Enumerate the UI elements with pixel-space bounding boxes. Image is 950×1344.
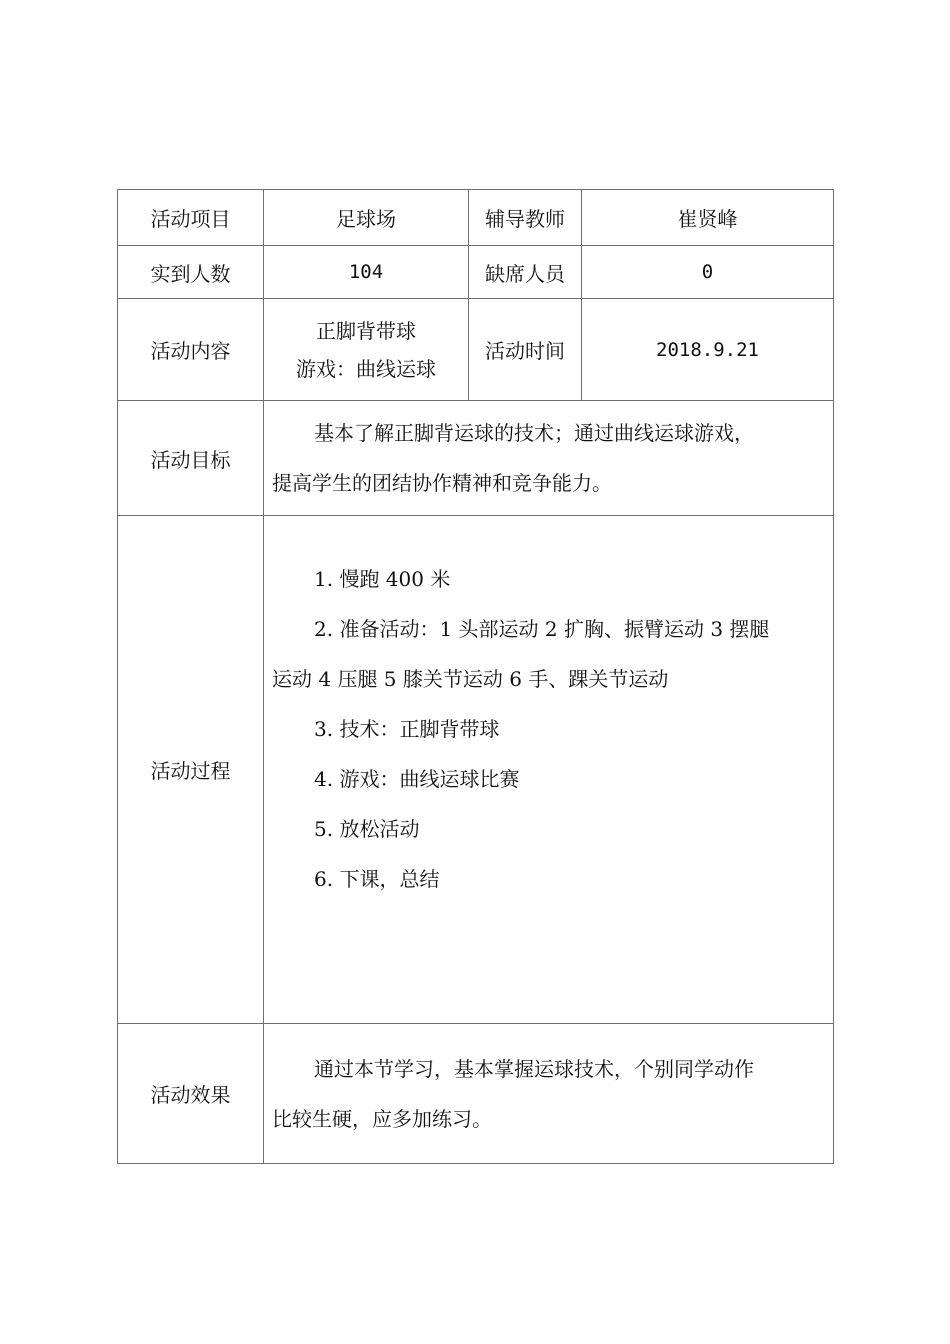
value-activity-content <box>264 299 469 401</box>
label-attendance: 实到人数 <box>118 246 264 299</box>
value-instructor: 崔贤峰 <box>582 190 834 246</box>
process-step: 2. 准备活动：1 头部运动 2 扩胸、振臂运动 3 摆腿 <box>314 617 770 641</box>
value-activity-goal <box>264 401 834 516</box>
process-step: 6. 下课，总结 <box>314 867 440 891</box>
value-activity-time: 2018.9.21 <box>582 299 834 401</box>
label-activity-process: 活动过程 <box>118 516 264 1024</box>
process-step: 5. 放松活动 <box>314 817 420 841</box>
row-activity-effect <box>118 1024 834 1164</box>
content-line-2: 游戏：曲线运球 <box>296 356 436 381</box>
label-absent: 缺席人员 <box>469 246 582 299</box>
value-attendance: 104 <box>264 246 469 299</box>
process-step: 1. 慢跑 400 米 <box>314 567 451 591</box>
label-activity-effect: 活动效果 <box>118 1024 264 1164</box>
goal-line-2: 提高学生的团结协作精神和竞争能力。 <box>272 471 612 495</box>
label-instructor: 辅导教师 <box>469 190 582 246</box>
label-activity-goal: 活动目标 <box>118 401 264 516</box>
goal-line-1: 基本了解正脚背运球的技术；通过曲线运球游戏， <box>314 421 754 445</box>
effect-line-1: 通过本节学习，基本掌握运球技术，个别同学动作 <box>314 1056 754 1081</box>
row-attendance <box>118 246 834 299</box>
label-activity-content: 活动内容 <box>118 299 264 401</box>
process-step: 3. 技术：正脚背带球 <box>314 717 500 741</box>
value-absent: 0 <box>582 246 834 299</box>
row-activity-content <box>118 299 834 401</box>
value-activity-effect <box>264 1024 834 1164</box>
row-activity-item <box>118 190 834 246</box>
effect-line-2: 比较生硬，应多加练习。 <box>272 1106 492 1131</box>
label-activity-time: 活动时间 <box>469 299 582 401</box>
value-activity-process <box>264 516 834 1024</box>
row-activity-process <box>118 516 834 1024</box>
process-step: 4. 游戏：曲线运球比赛 <box>314 767 520 791</box>
value-activity-item: 足球场 <box>264 190 469 246</box>
activity-record-table <box>117 189 834 1164</box>
content-line-1: 正脚背带球 <box>316 318 416 343</box>
row-activity-goal <box>118 401 834 516</box>
label-activity-item: 活动项目 <box>118 190 264 246</box>
process-step-continuation: 运动 4 压腿 5 膝关节运动 6 手、踝关节运动 <box>272 667 669 691</box>
process-steps-list <box>272 516 827 904</box>
